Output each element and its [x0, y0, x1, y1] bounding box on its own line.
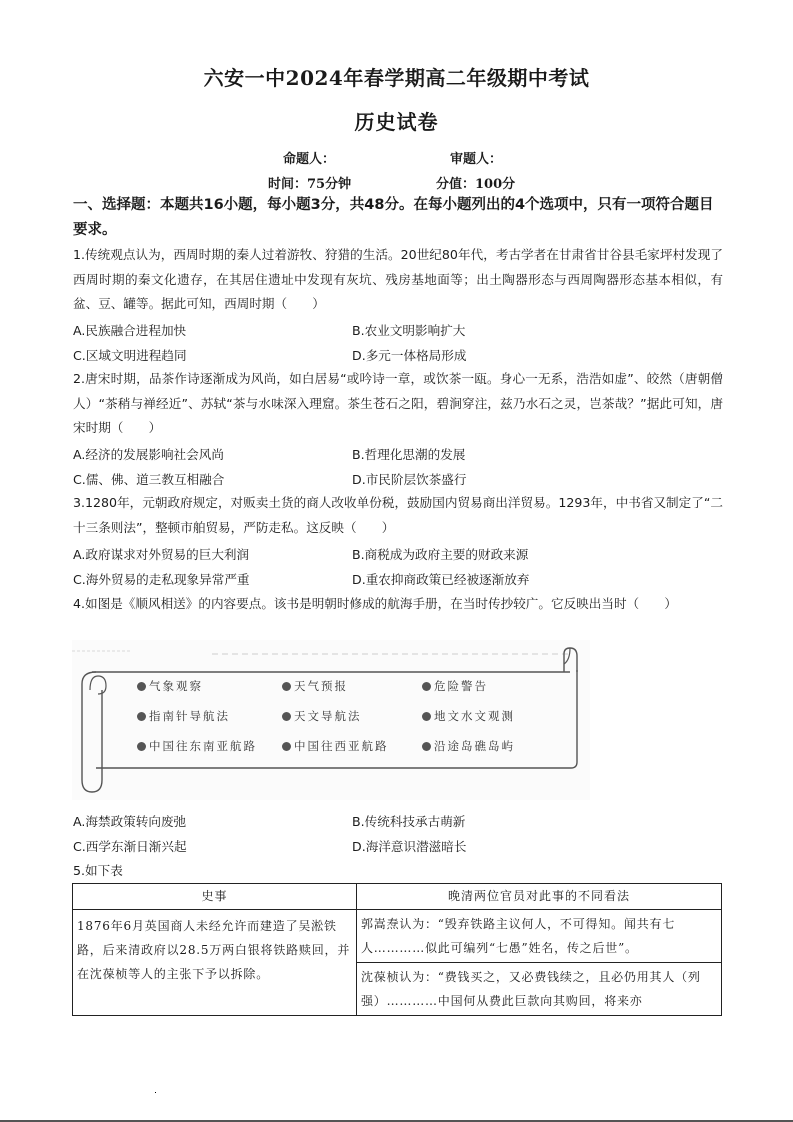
scroll-item: 中国往西亚航路: [282, 738, 389, 754]
question-1-stem: 1.传统观点认为，西周时期的秦人过着游牧、狩猎的生活。20世纪80年代，考古学者在甘肃省甘谷县毛家坪村发现了西周时期的秦文化遗存，在其居住遗址中发现有灰坑、残房基地面等；出土陶器形态与西周陶器形态基本相似，有盆、豆、罐等。据此可知，西周时期（ ）: [73, 247, 723, 311]
bullet-icon: [422, 682, 431, 691]
table-cell-event: 1876年6月英国商人未经允许而建造了吴淞铁路，后来清政府以28.5万两白银将铁路赎回，并在沈葆桢等人的主张下予以拆除。: [73, 910, 357, 1016]
table-cell-view-shen: 沈葆桢认为：“费钱买之，又必费钱续之，且必仍用其人（列强）…………中国何从费此巨款向其购回，将来亦: [357, 963, 722, 1016]
question-2-option-c: C.儒、佛、道三教互相融合: [73, 472, 225, 487]
scroll-item: 指南针导航法: [137, 708, 230, 724]
setter-label: 命题人：: [283, 152, 336, 167]
bullet-icon: [282, 682, 291, 691]
bullet-icon: [282, 742, 291, 751]
score-label: 分值：100分: [436, 177, 516, 192]
reviewer-label: 审题人：: [450, 152, 503, 167]
question-1-option-c: C.区域文明进程趋同: [73, 348, 187, 363]
question-3-option-a: A.政府谋求对外贸易的巨大利润: [73, 547, 250, 562]
question-4-option-a: A.海禁政策转向废弛: [73, 814, 187, 829]
question-4-stem: 4.如图是《顺风相送》的内容要点。该书是明朝时修成的航海手册，在当时传抄较广。它反映出当时（ ）: [73, 596, 677, 611]
bullet-icon: [137, 712, 146, 721]
bullet-icon: [137, 682, 146, 691]
table-row: [73, 910, 722, 963]
time-label: 时间：75分钟: [268, 177, 352, 192]
bullet-icon: [282, 712, 291, 721]
scroll-figure: [72, 640, 590, 800]
question-1-option-a: A.民族融合进程加快: [73, 323, 187, 338]
history-table: [72, 883, 722, 1016]
scroll-item: 天文导航法: [282, 708, 362, 724]
exam-subject: 历史试卷: [354, 110, 439, 134]
scroll-item: 中国往东南亚航路: [137, 738, 257, 754]
table-header-row: [73, 884, 722, 910]
question-4-option-d: D.海洋意识潜滋暗长: [352, 839, 467, 854]
question-1-option-b: B.农业文明影响扩大: [352, 323, 466, 338]
exam-title: 六安一中2024年春学期高二年级期中考试: [203, 66, 590, 90]
scan-speck: [155, 1092, 156, 1093]
scroll-item: 气象观察: [137, 678, 203, 694]
question-3-option-c: C.海外贸易的走私现象异常严重: [73, 572, 250, 587]
scroll-item: 沿途岛礁岛屿: [422, 738, 515, 754]
question-2-stem: 2.唐宋时期，品茶作诗逐渐成为风尚，如白居易“或吟诗一章，或饮茶一瓯。身心一无系，浩浩如虚”、皎然（唐朝僧人）“茶稍与禅经近”、苏轼“茶与水味深入理窟。茶生苍石之阳，碧涧穿注，兹乃水石之灵，岂茶哉？”据此可知，唐宋时期（ ）: [73, 371, 723, 435]
bullet-icon: [422, 712, 431, 721]
scroll-item: 危险警告: [422, 678, 488, 694]
scroll-item: 地文水文观测: [422, 708, 515, 724]
question-2-option-a: A.经济的发展影响社会风尚: [73, 447, 224, 462]
table-cell-view-guo: 郭嵩焘认为：“毁弃铁路主议何人，不可得知。闻共有七人…………似此可编列“七愚”姓名，传之后世”。: [357, 910, 722, 963]
table-header-views: 晚清两位官员对此事的不同看法: [357, 884, 722, 910]
bullet-icon: [137, 742, 146, 751]
question-4-option-c: C.西学东渐日渐兴起: [73, 839, 187, 854]
bullet-icon: [422, 742, 431, 751]
question-2-option-d: D.市民阶层饮茶盛行: [352, 472, 467, 487]
scroll-item: 天气预报: [282, 678, 348, 694]
question-5-stem: 5.如下表: [73, 863, 123, 878]
question-3-option-b: B.商税成为政府主要的财政来源: [352, 547, 529, 562]
question-3-stem: 3.1280年，元朝政府规定，对贩卖土货的商人改收单份税，鼓励国内贸易商出洋贸易。1293年，中书省又制定了“二十三条则法”，整顿市舶贸易，严防走私。这反映（ ）: [73, 495, 723, 535]
question-1-option-d: D.多元一体格局形成: [352, 348, 467, 363]
question-3-option-d: D.重农抑商政策已经被逐渐放弃: [352, 572, 530, 587]
question-4-option-b: B.传统科技承古萌新: [352, 814, 466, 829]
section-heading: 一、选择题：本题共16小题，每小题3分，共48分。在每小题列出的4个选项中，只有一项符合题目要求。: [73, 197, 714, 238]
question-2-option-b: B.哲理化思潮的发展: [352, 447, 466, 462]
table-header-event: 史事: [73, 884, 357, 910]
